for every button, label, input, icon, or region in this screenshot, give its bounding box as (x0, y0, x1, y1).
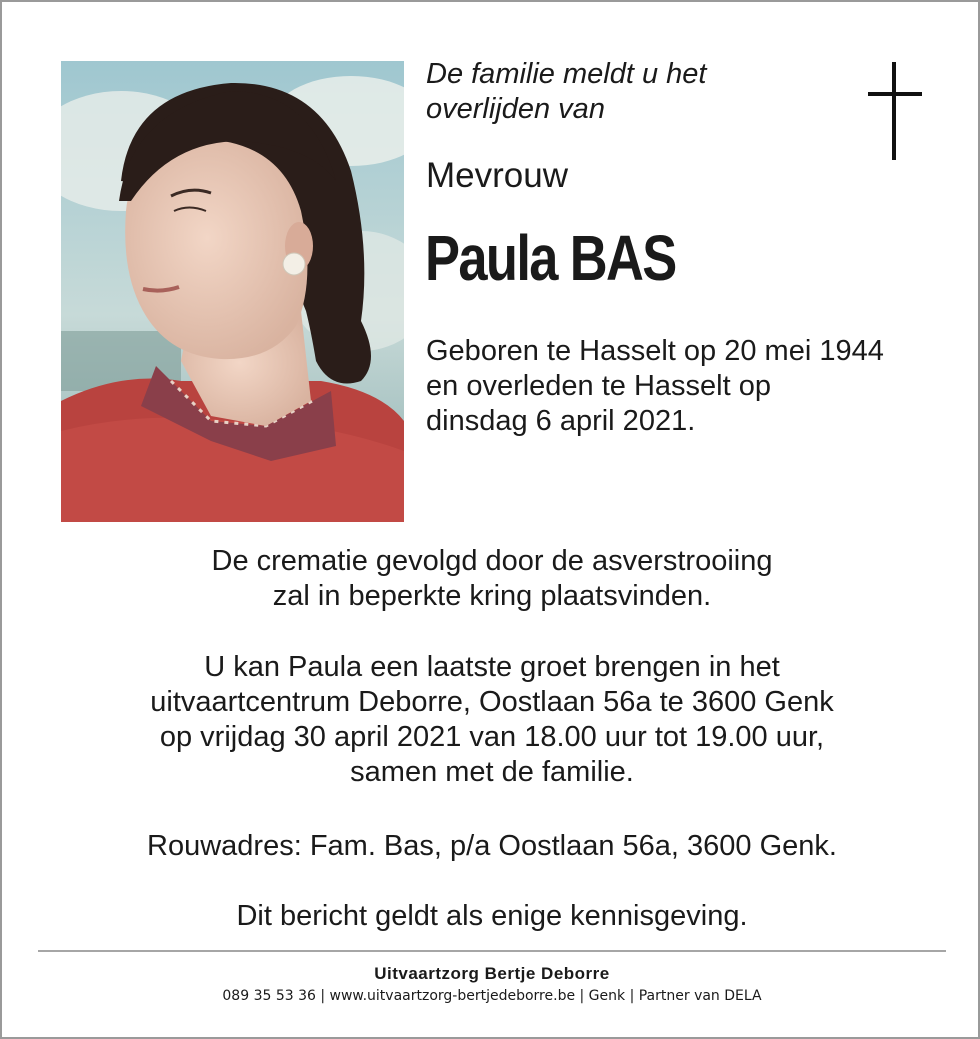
mourning-address: Rouwadres: Fam. Bas, p/a Oostlaan 56a, 3600 Genk. (147, 830, 837, 862)
farewell-line: uitvaartcentrum Deborre, Oostlaan 56a te 3600 Genk (150, 686, 834, 718)
birth-death-dates (426, 334, 946, 439)
intro-text (426, 57, 846, 127)
dates-line: en overleden te Hasselt op (426, 370, 771, 402)
intro-line: overlijden van (426, 93, 605, 125)
honorific-title: Mevrouw (426, 156, 568, 195)
portrait-photo (61, 61, 404, 522)
notice-statement: Dit bericht geldt als enige kennisgeving. (236, 900, 748, 932)
undertaker-contact: 089 35 53 36 | www.uitvaartzorg-bertjedeborre.be | Genk | Partner van DELA (222, 988, 762, 1004)
deceased-name: Paula BAS (425, 222, 676, 294)
footer-divider (38, 950, 946, 952)
undertaker-name: Uitvaartzorg Bertje Deborre (374, 964, 610, 983)
intro-line: De familie meldt u het (426, 58, 707, 90)
cremation-line: De crematie gevolgd door de asverstrooiing (211, 545, 773, 577)
cremation-paragraph (2, 544, 980, 614)
portrait-illustration (61, 61, 404, 522)
farewell-line: samen met de familie. (350, 756, 634, 788)
farewell-line: U kan Paula een laatste groet brengen in het (204, 651, 780, 683)
latin-cross-icon (864, 62, 924, 162)
farewell-line: op vrijdag 30 april 2021 van 18.00 uur tot 19.00 uur, (159, 721, 825, 753)
cremation-line: zal in beperkte kring plaatsvinden. (272, 580, 712, 612)
dates-line: dinsdag 6 april 2021. (426, 405, 696, 437)
farewell-paragraph (2, 650, 980, 790)
dates-line: Geboren te Hasselt op 20 mei 1944 (426, 335, 884, 367)
